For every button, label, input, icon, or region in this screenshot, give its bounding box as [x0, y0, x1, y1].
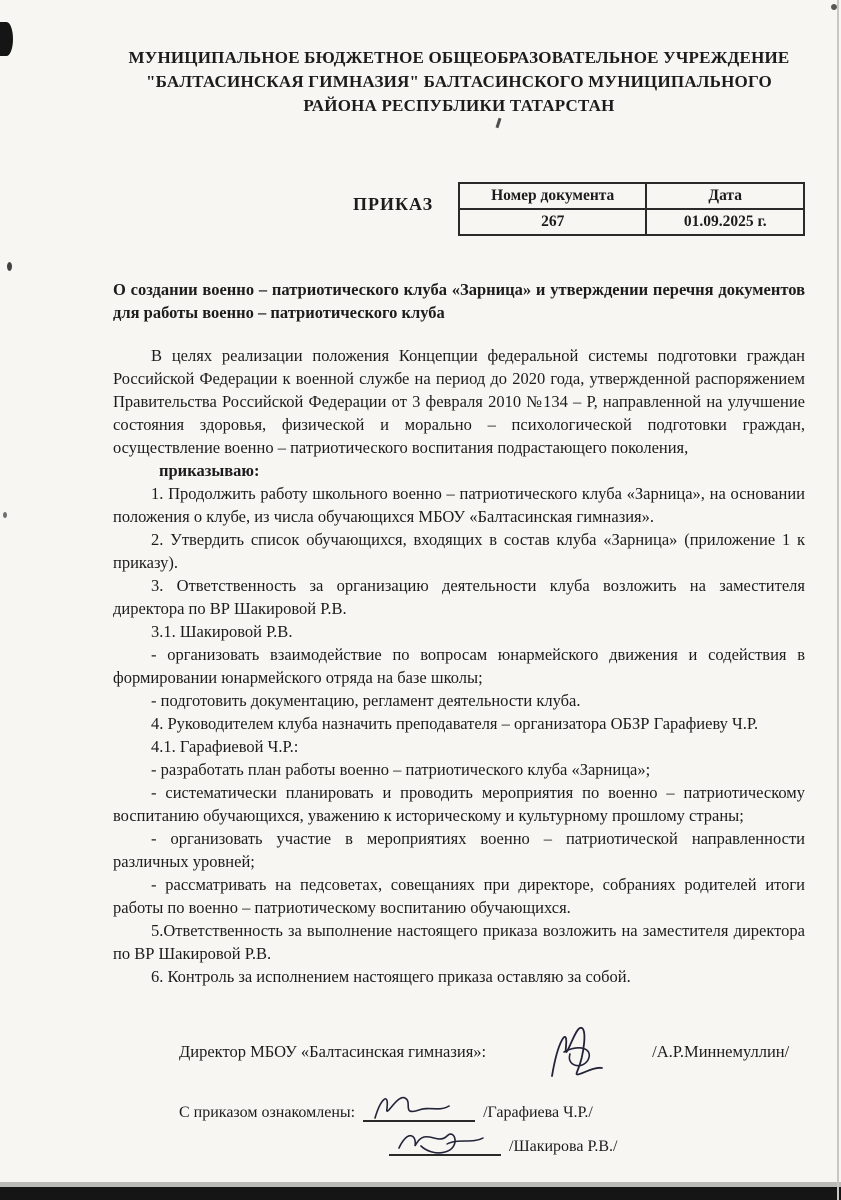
- order-title: ПРИКАЗ: [353, 194, 434, 214]
- paragraph-item-2: 2. Утвердить список обучающихся, входящих в состав клуба «Зарница» (приложение 1 к приказу).: [113, 530, 805, 572]
- director-signature: [532, 1020, 652, 1084]
- header-line-2: "БАЛТАСИНСКАЯ ГИМНАЗИЯ" БАЛТАСИНСКОГО МУНИЦИПАЛЬНОГО: [146, 72, 772, 91]
- paragraph-item-1: 1. Продолжить работу школьного военно – патриотического клуба «Зарница», на основании положения о клубе, из числа обучающихся МБОУ «Балтасинская гимназия».: [113, 484, 805, 526]
- paragraph-keyword: приказываю:: [159, 461, 260, 480]
- paragraph-item-5: 5.Ответственность за выполнение настоящего приказа возложить на заместителя директора по ВР Шакировой Р.В.: [113, 921, 805, 963]
- paragraph-dash-2: - подготовить документацию, регламент деятельности клуба.: [151, 691, 581, 710]
- paragraph-item-4: 4. Руководителем клуба назначить преподавателя – организатора ОБЗР Гарафиеву Ч.Р.: [151, 714, 759, 733]
- order-subject: О создании военно – патриотического клуба «Зарница» и утверждении перечня документов для работы военно – патриотического клуба: [113, 280, 805, 322]
- paragraph-dash-1: - организовать взаимодействие по вопросам юнармейского движения и содействия в формировании юнармейского отряда на базе школы;: [113, 645, 805, 687]
- header-line-1: МУНИЦИПАЛЬНОЕ БЮДЖЕТНОЕ ОБЩЕОБРАЗОВАТЕЛЬНОЕ УЧРЕЖДЕНИЕ: [128, 48, 790, 67]
- paragraph-dash-3: - разработать план работы военно – патриотического клуба «Зарница»;: [151, 760, 651, 779]
- scan-artifact-speck: [3, 512, 7, 518]
- paragraph-intro: В целях реализации положения Концепции федеральной системы подготовки граждан Российской Федерации к военной службе на период до 2020 года, утвержденной распоряжением Правительства Российской Федерации от 3 февраля 2010 №134 – Р, направленной на улучшение состояния здоровья, физической и морально – психологической подготовки граждан, осуществление военно – патриотического воспитания подрастающего поколения,: [113, 346, 805, 457]
- scan-artifact-corner: [0, 22, 13, 56]
- ack2-name: /Шакирова Р.В./: [509, 1138, 618, 1155]
- paragraph-item-3-1: 3.1. Шакировой Р.В.: [151, 622, 293, 641]
- signature-block: [113, 1020, 805, 1156]
- ack-signature-2: [389, 1134, 501, 1156]
- paragraph-item-4-1: 4.1. Гарафиевой Ч.Р.:: [151, 737, 299, 756]
- ack-signature-row-1: [179, 1090, 805, 1122]
- ack-signature-1: [363, 1100, 475, 1122]
- paragraph-item-6: 6. Контроль за исполнением настоящего приказа оставляю за собой.: [151, 967, 631, 986]
- table-header-number: Номер документа: [459, 183, 646, 209]
- ack1-name: /Гарафиева Ч.Р./: [483, 1104, 593, 1121]
- table-value-date: 01.09.2025 г.: [646, 209, 804, 235]
- order-title-row: [113, 182, 805, 238]
- header-line-3: РАЙОНА РЕСПУБЛИКИ ТАТАРСТАН: [303, 96, 615, 115]
- document-header: [113, 46, 805, 118]
- scan-artifact-edge-line: [837, 0, 839, 1200]
- director-signature-icon: [542, 1020, 622, 1084]
- ack-label: С приказом ознакомлены:: [179, 1104, 356, 1121]
- paragraph-dash-6: - рассматривать на педсоветах, совещаниях при директоре, собраниях родителей итоги работы по военно – патриотическому воспитанию обучающихся.: [113, 875, 805, 917]
- director-signature-row: [179, 1020, 805, 1084]
- table-header-date: Дата: [646, 183, 804, 209]
- scan-artifact-speck: [7, 262, 12, 271]
- document-content: [113, 46, 805, 1156]
- ack-signature-row-2: [381, 1124, 805, 1156]
- document-number-table: [458, 182, 805, 236]
- table-value-number: 267: [459, 209, 646, 235]
- paragraph-dash-5: - организовать участие в мероприятиях военно – патриотической направленности различных уровней;: [113, 829, 805, 871]
- scan-artifact-bottom-band: [0, 1187, 841, 1200]
- director-name: /А.Р.Миннемуллин/: [652, 1042, 790, 1061]
- paragraph-dash-4: - систематически планировать и проводить мероприятия по военно – патриотическому воспитанию обучающихся, уважению к историческому и культурному прошлому страны;: [113, 783, 805, 825]
- paragraph-item-3: 3. Ответственность за организацию деятельности клуба возложить на заместителя директора по ВР Шакировой Р.В.: [113, 576, 805, 618]
- director-label: Директор МБОУ «Балтасинская гимназия»:: [179, 1042, 487, 1061]
- ack-signature-2-icon: [395, 1120, 491, 1160]
